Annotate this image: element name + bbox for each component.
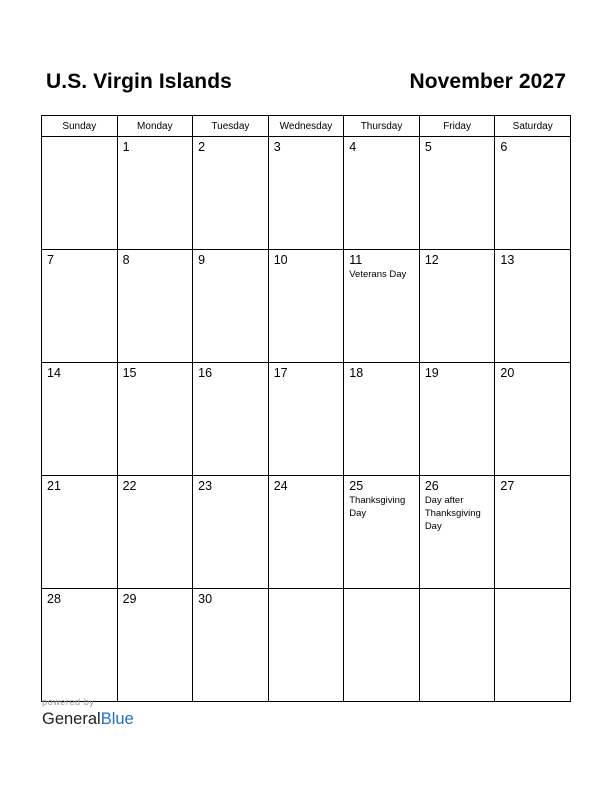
generalblue-logo[interactable] bbox=[42, 709, 134, 729]
day-cell bbox=[42, 137, 118, 250]
day-number: 6 bbox=[500, 140, 508, 154]
weekday-header: Wednesday bbox=[268, 116, 344, 137]
day-number: 5 bbox=[424, 140, 432, 154]
day-cell bbox=[268, 589, 344, 702]
day-cell bbox=[344, 250, 420, 363]
weekday-header: Saturday bbox=[495, 116, 571, 137]
weekday-header: Friday bbox=[419, 116, 495, 137]
day-cell bbox=[117, 363, 193, 476]
day-cell bbox=[42, 476, 118, 589]
week-row bbox=[42, 363, 571, 476]
day-number: 9 bbox=[198, 253, 206, 267]
day-number: 12 bbox=[424, 253, 439, 267]
day-number: 16 bbox=[198, 366, 213, 380]
day-number: 17 bbox=[273, 366, 288, 380]
day-number: 11 bbox=[349, 253, 363, 267]
day-number: 27 bbox=[500, 479, 515, 493]
region-title: U.S. Virgin Islands bbox=[46, 70, 232, 93]
day-number: 14 bbox=[47, 366, 61, 380]
week-row bbox=[42, 137, 571, 250]
brand-name-part1: General bbox=[42, 710, 101, 728]
day-cell bbox=[344, 137, 420, 250]
day-cell bbox=[193, 137, 269, 250]
day-number: 23 bbox=[198, 479, 213, 493]
day-cell bbox=[117, 476, 193, 589]
day-cell bbox=[344, 476, 420, 589]
day-number: 4 bbox=[349, 140, 357, 154]
day-number: 25 bbox=[349, 479, 364, 493]
day-cell bbox=[344, 363, 420, 476]
day-cell bbox=[268, 137, 344, 250]
month-title: November 2027 bbox=[409, 70, 566, 93]
powered-by-label: powered by bbox=[42, 697, 95, 707]
day-cell bbox=[42, 363, 118, 476]
day-cell bbox=[268, 250, 344, 363]
day-cell bbox=[193, 363, 269, 476]
holiday-label: Thanksgiving Day bbox=[349, 495, 406, 519]
day-number: 20 bbox=[500, 366, 515, 380]
day-number: 19 bbox=[424, 366, 439, 380]
day-cell bbox=[117, 137, 193, 250]
weekday-header: Sunday bbox=[42, 116, 118, 137]
day-number: 22 bbox=[122, 479, 137, 493]
day-cell bbox=[193, 250, 269, 363]
day-cell bbox=[419, 250, 495, 363]
day-cell bbox=[193, 476, 269, 589]
day-cell bbox=[42, 250, 118, 363]
day-cell bbox=[268, 476, 344, 589]
day-cell bbox=[268, 363, 344, 476]
day-cell bbox=[419, 476, 495, 589]
day-cell bbox=[419, 363, 495, 476]
day-number: 3 bbox=[273, 140, 281, 154]
day-number: 30 bbox=[198, 592, 213, 606]
week-row bbox=[42, 589, 571, 702]
day-cell bbox=[495, 250, 571, 363]
day-number: 7 bbox=[47, 253, 54, 267]
calendar-grid bbox=[41, 115, 571, 702]
holiday-label: Day after Thanksgiving Day bbox=[424, 495, 481, 532]
footer-branding bbox=[42, 697, 134, 729]
day-number: 28 bbox=[47, 592, 61, 606]
day-number: 13 bbox=[500, 253, 515, 267]
day-cell bbox=[117, 589, 193, 702]
day-cell bbox=[495, 363, 571, 476]
day-cell bbox=[495, 137, 571, 250]
day-cell bbox=[42, 589, 118, 702]
holiday-label: Veterans Day bbox=[349, 269, 407, 280]
day-number: 18 bbox=[349, 366, 364, 380]
week-row bbox=[42, 476, 571, 589]
day-number: 1 bbox=[122, 140, 130, 154]
week-row bbox=[42, 250, 571, 363]
day-cell bbox=[495, 589, 571, 702]
day-number: 15 bbox=[122, 366, 137, 380]
day-cell bbox=[495, 476, 571, 589]
day-number: 21 bbox=[47, 479, 61, 493]
day-number: 8 bbox=[122, 253, 130, 267]
day-number: 24 bbox=[273, 479, 288, 493]
day-cell bbox=[193, 589, 269, 702]
day-number: 29 bbox=[122, 592, 137, 606]
weekday-header: Thursday bbox=[344, 116, 420, 137]
weekday-header: Tuesday bbox=[193, 116, 269, 137]
brand-name-part2: Blue bbox=[100, 710, 134, 728]
weekday-header-row bbox=[42, 116, 571, 137]
day-cell bbox=[117, 250, 193, 363]
day-number: 2 bbox=[198, 140, 206, 154]
day-cell bbox=[419, 589, 495, 702]
day-cell bbox=[344, 589, 420, 702]
day-cell bbox=[419, 137, 495, 250]
day-number: 26 bbox=[424, 479, 439, 493]
weekday-header: Monday bbox=[117, 116, 193, 137]
day-number: 10 bbox=[273, 253, 288, 267]
